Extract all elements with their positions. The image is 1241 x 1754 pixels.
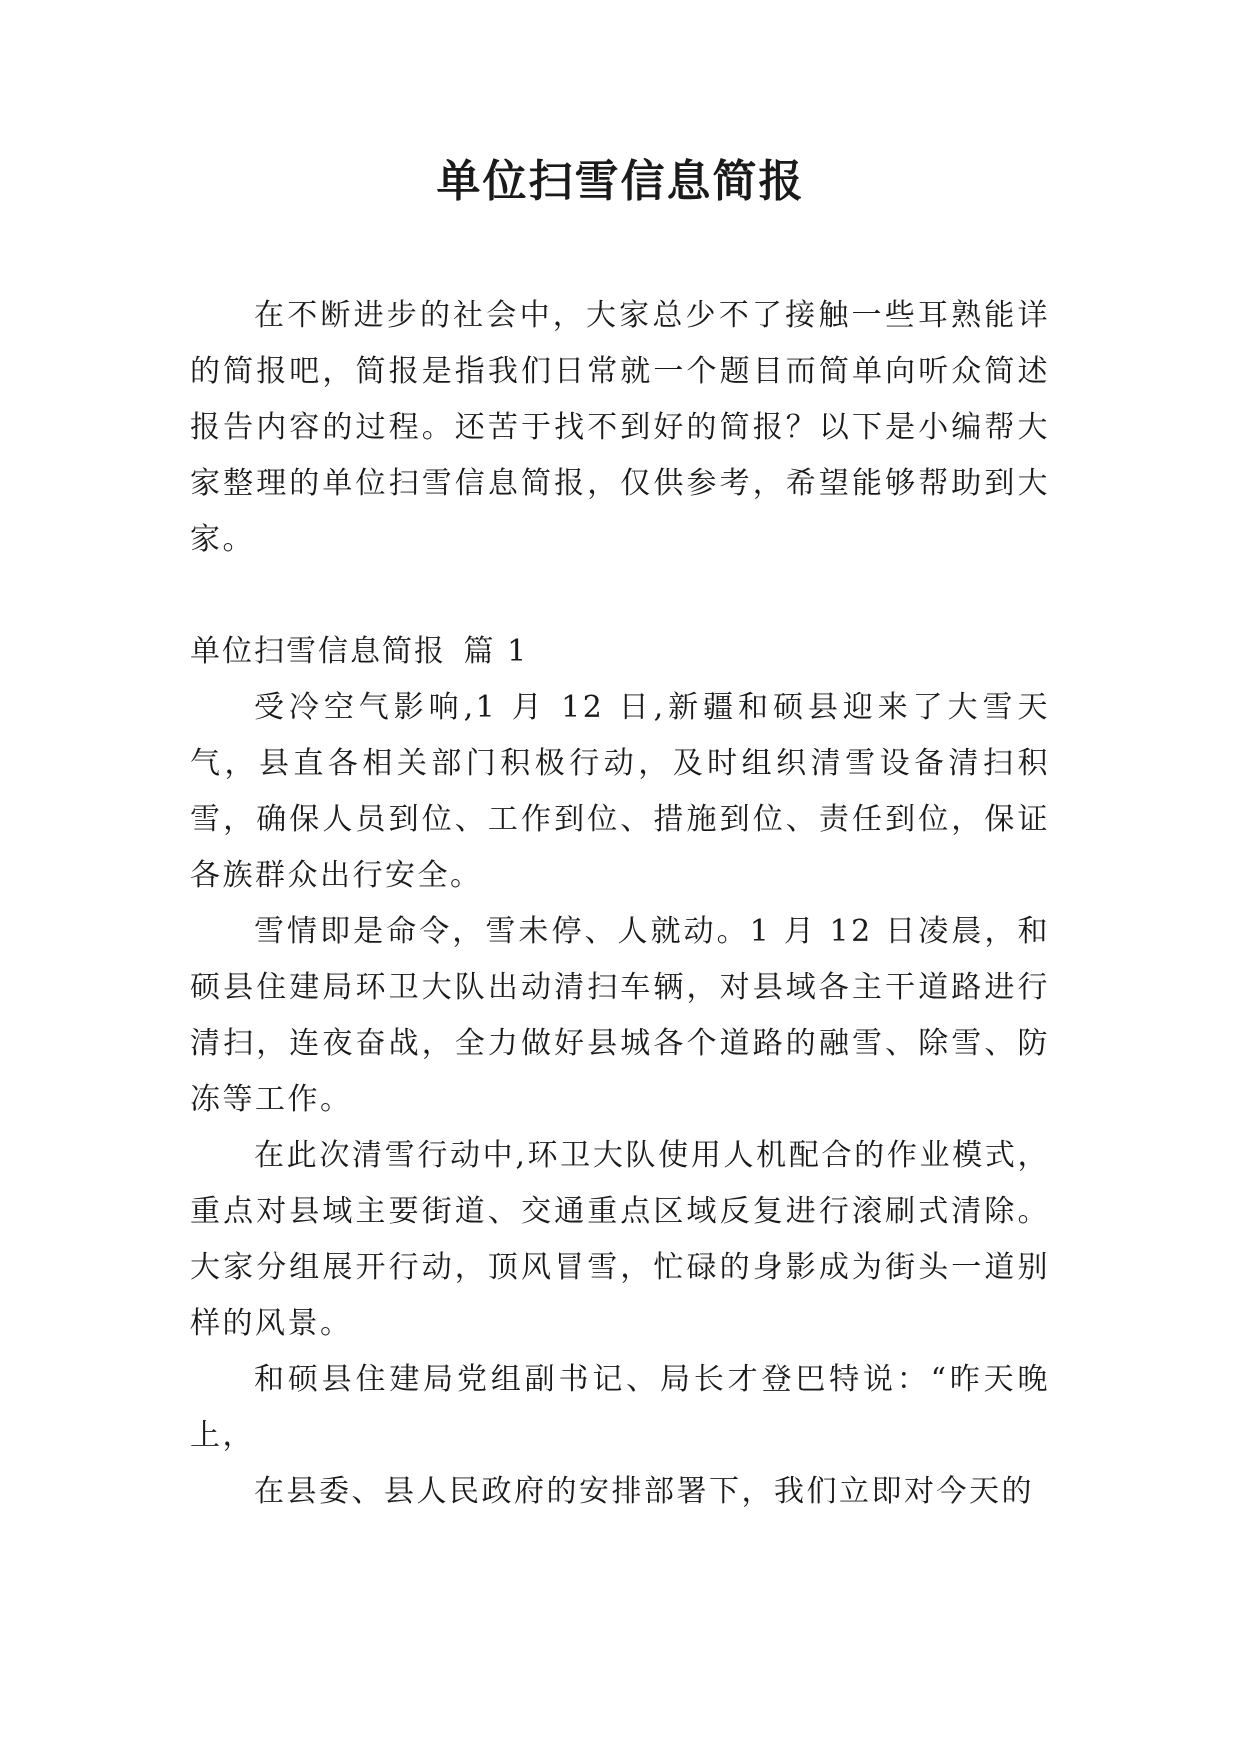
- body-paragraph: 和硕县住建局党组副书记、局长才登巴特说：“昨天晚上，: [190, 1362, 1050, 1453]
- document-body: [190, 288, 1050, 1520]
- document-title: 单位扫雪信息简报: [436, 156, 805, 207]
- section-label: 篇 1: [463, 634, 529, 669]
- intro-paragraph: 在不断进步的社会中，大家总少不了接触一些耳熟能详的简报吧，简报是指我们日常就一个题目而简单向听众简述报告内容的过程。还苦于找不到好的简报？以下是小编帮大家整理的单位扫雪信息简报，仅供参考，希望能够帮助到大家。: [190, 298, 1050, 557]
- body-paragraph: 在此次清雪行动中,环卫大队使用人机配合的作业模式，重点对县域主要街道、交通重点区域反复进行滚刷式清除。大家分组展开行动，顶风冒雪，忙碌的身影成为街头一道别样的风景。: [190, 1138, 1050, 1341]
- body-paragraph: 受冷空气影响,1 月 12 日,新疆和硕县迎来了大雪天气，县直各相关部门积极行动，及时组织清雪设备清扫积雪，确保人员到位、工作到位、措施到位、责任到位，保证各族群众出行安全。: [190, 690, 1050, 893]
- body-paragraph: 在县委、县人民政府的安排部署下，我们立即对今天的: [254, 1474, 1034, 1509]
- section-spacer: [190, 568, 1050, 624]
- body-paragraph: 雪情即是命令，雪未停、人就动。1 月 12 日凌晨，和硕县住建局环卫大队出动清扫车辆，对县域各主干道路进行清扫，连夜奋战，全力做好县城各个道路的融雪、除雪、防冻等工作。: [190, 914, 1050, 1117]
- section-heading-text: 单位扫雪信息简报: [190, 634, 446, 669]
- section-heading: [190, 624, 1050, 680]
